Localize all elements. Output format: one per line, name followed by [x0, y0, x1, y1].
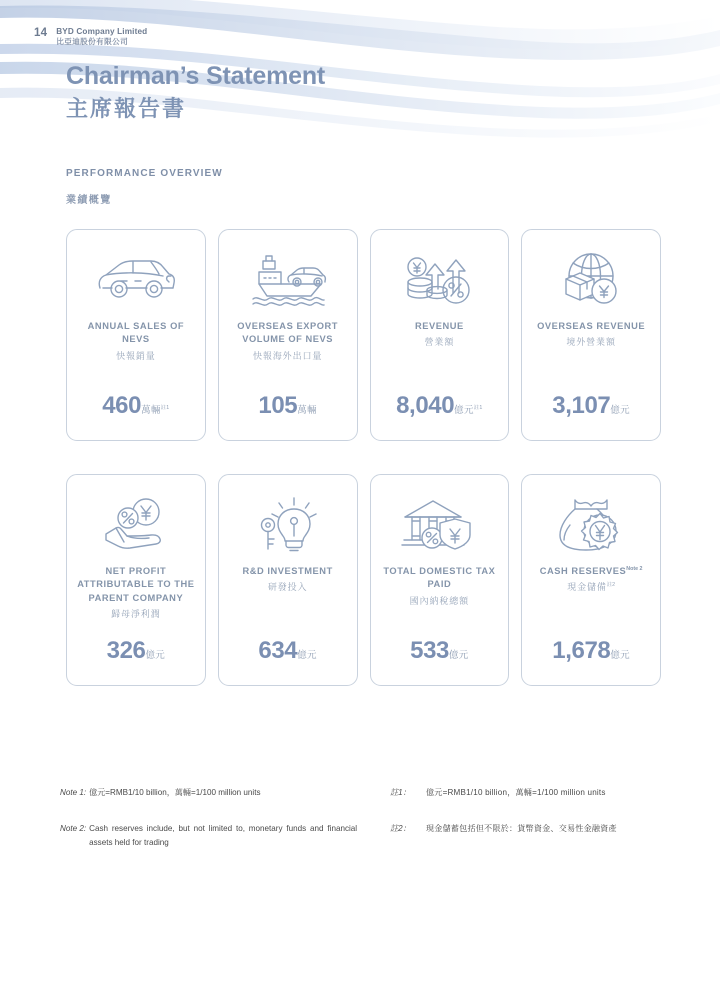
metric-value — [371, 392, 509, 420]
metric-value — [522, 392, 660, 420]
metric-card — [521, 229, 661, 441]
footnote-text-zh: 億元=RMB1/10 billion，萬輛=1/100 million units — [426, 788, 606, 797]
metric-card — [66, 474, 206, 686]
metric-number: 8,040 — [396, 392, 455, 419]
metric-label-en: TOTAL DOMESTIC TAX PAID — [383, 566, 496, 590]
cargo-ship-icon — [245, 246, 331, 314]
metric-unit: 億元 — [448, 650, 469, 661]
metric-number: 326 — [106, 637, 146, 664]
note-superscript-en: Note 2 — [626, 565, 643, 572]
lightbulb-key-icon — [252, 491, 324, 559]
metric-label-en: CASH $RESERVES^{Note 2}$ — [539, 565, 643, 576]
metric-label-zh: 營業額 — [424, 337, 455, 348]
metrics-grid-row-1 — [66, 229, 661, 441]
coins-growth-icon — [399, 246, 479, 314]
chapter-title-zh: 主席報告書 — [66, 95, 187, 121]
company-name-zh: 比亞迪股份有限公司 — [56, 37, 129, 47]
metrics-grid-row-2 — [66, 474, 661, 686]
footnote-zh — [390, 822, 660, 850]
footnote-text-en: 億元=RMB1/10 billion，萬輛=1/100 million units — [89, 788, 261, 797]
metric-value — [522, 637, 660, 665]
metric-label-en: ANNUAL SALES OF NEVS — [87, 321, 185, 345]
metric-unit: 億元 — [297, 650, 317, 661]
footnote-tag-en: Note 2: — [60, 824, 87, 834]
page-meta — [34, 26, 147, 47]
footnote-tag-zh: 註2： — [390, 824, 411, 834]
metric-number: 634 — [258, 637, 298, 664]
metric-label-zh: 歸母淨利潤 — [111, 609, 161, 620]
metric-number: 3,107 — [552, 392, 611, 419]
metric-value — [219, 392, 357, 420]
car-icon — [93, 246, 179, 314]
page-title — [66, 62, 325, 123]
money-bag-gear-icon — [553, 491, 629, 559]
metric-card — [218, 229, 358, 441]
section-heading — [66, 168, 223, 206]
metric-value — [67, 637, 205, 665]
hand-coin-icon — [96, 491, 176, 559]
metric-label-en: REVENUE — [414, 321, 464, 331]
metric-unit: 萬輛 — [297, 405, 317, 416]
company-name-en: BYD Company Limited — [56, 27, 148, 36]
metric-label-zh: 國內納稅總額 — [409, 595, 470, 606]
footnote-text-en: Cash reserves include, but not limited to, monetary funds and financial assets held for trading — [89, 824, 358, 848]
metric-label-en: OVERSEAS REVENUE — [537, 321, 646, 331]
bank-tax-icon — [399, 491, 479, 559]
metric-card — [521, 474, 661, 686]
metric-label-en: OVERSEAS EXPORT VOLUME OF NEVS — [237, 321, 338, 345]
metric-card — [218, 474, 358, 686]
footnote-en — [60, 786, 390, 800]
metric-number: 460 — [102, 392, 142, 419]
footnotes — [60, 786, 660, 872]
metric-unit: 億元 — [610, 650, 630, 661]
page-number: 14 — [34, 27, 48, 39]
metric-label-en: NET PROFIT ATTRIBUTABLE TO THE PARENT COMPANY — [77, 566, 195, 603]
globe-package-icon — [554, 246, 628, 314]
metric-label-zh: 研發投入 — [267, 582, 308, 593]
metric-label-zh: 現金儲備$^{註2}$ — [567, 582, 616, 593]
metric-unit: 萬輛$^{註1}$ — [141, 404, 170, 416]
metric-unit: 億元$^{註1}$ — [454, 404, 483, 416]
metric-label-zh: 快報海外出口量 — [252, 350, 323, 361]
metric-value — [219, 637, 357, 665]
metric-number: 105 — [258, 392, 298, 419]
footnote-tag-zh: 註1： — [390, 788, 411, 797]
metric-label-zh: 境外營業額 — [566, 337, 616, 348]
metric-unit: 億元 — [610, 405, 630, 416]
footnote-tag-en: Note 1: — [60, 788, 87, 797]
metric-label-zh: 快報銷量 — [116, 350, 156, 361]
metric-number: 533 — [410, 637, 449, 664]
note-superscript-zh: 註2 — [606, 582, 616, 589]
metric-card — [370, 474, 510, 686]
footnote-en — [60, 822, 390, 850]
metric-card — [66, 229, 206, 441]
footnote-zh — [390, 786, 660, 800]
metric-card — [370, 229, 510, 441]
metric-unit: 億元 — [145, 650, 166, 661]
footnote-text-zh: 現金儲蓄包括但不限於：貨幣資金、交易性金融資產 — [426, 824, 617, 834]
section-title-en: PERFORMANCE OVERVIEW — [66, 168, 223, 179]
metric-number: 1,678 — [552, 637, 611, 664]
chapter-title-en: Chairman’s Statement — [66, 62, 326, 90]
section-title-zh: 業績概覽 — [66, 195, 112, 206]
metric-label-en: R&D INVESTMENT — [242, 566, 333, 576]
metric-value — [371, 637, 509, 665]
metric-value — [67, 392, 205, 420]
